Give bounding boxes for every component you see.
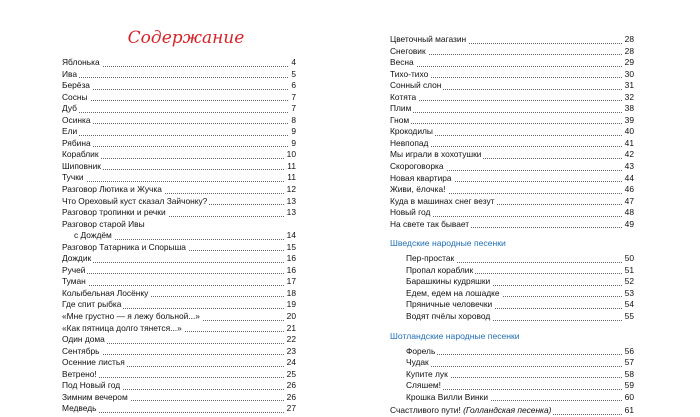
toc-entry-title: Цветочный магазин xyxy=(390,34,467,44)
toc-entry-title: Пер-простак xyxy=(406,253,455,264)
toc-entry xyxy=(390,69,634,81)
page-title: Содержание xyxy=(127,28,245,48)
toc-entry-title: Форель xyxy=(406,345,436,356)
toc-entry-page: 9 xyxy=(291,137,296,148)
toc-entry-page: 18 xyxy=(286,287,296,298)
toc-entry xyxy=(390,103,634,115)
toc-entry-title: Дуб xyxy=(62,103,77,114)
toc-entry-page: 27 xyxy=(286,403,296,414)
toc-entry-title: Новая квартира xyxy=(390,172,452,183)
toc-entry-title: Где спит рыбка xyxy=(62,299,122,310)
toc-entry-title: Чудак xyxy=(406,357,429,368)
toc-entry xyxy=(390,34,634,46)
toc-entry-page: 15 xyxy=(286,241,296,252)
toc-entry-page: 48 xyxy=(624,207,634,218)
toc-entry-title: Разговор старой Ивы xyxy=(62,218,145,229)
toc-entry-title: Ручей xyxy=(62,264,86,275)
toc-entry-title: Кораблик xyxy=(62,149,99,160)
toc-entry xyxy=(390,369,634,381)
toc-entry xyxy=(62,207,296,219)
toc-entry xyxy=(62,403,296,415)
toc-entry xyxy=(62,126,296,138)
toc-entry-title: «Мне грустно — я лежу больной...» xyxy=(62,311,200,322)
toc-entry-page: 47 xyxy=(624,195,634,206)
toc-entry xyxy=(390,276,634,288)
toc-entry xyxy=(390,299,634,311)
toc-entry xyxy=(390,149,634,161)
toc-entry-title: Весна xyxy=(390,57,414,68)
toc-entry-page: 40 xyxy=(624,126,634,137)
toc-entry-page: 24 xyxy=(286,357,296,368)
toc-entry-page: 6 xyxy=(291,80,296,91)
toc-entry-page: 21 xyxy=(286,322,296,333)
toc-entry-page: 44 xyxy=(624,172,634,183)
toc-entry-title: Гном xyxy=(390,114,410,125)
toc-entry-page: 22 xyxy=(286,334,296,345)
toc-entry xyxy=(62,346,296,358)
toc-entry xyxy=(390,161,634,173)
toc-entry-page: 29 xyxy=(624,57,634,68)
toc-entry-page: 26 xyxy=(286,380,296,391)
toc-entry-title: Едем, едем на лошадке xyxy=(406,287,500,298)
toc-entry xyxy=(390,392,634,404)
toc-entry xyxy=(62,334,296,346)
toc-entry-page: 16 xyxy=(286,253,296,264)
toc-entry-title: Осинка xyxy=(62,114,91,125)
toc-scottish-list xyxy=(390,346,634,404)
toc-entry-page: 50 xyxy=(624,253,634,264)
toc-left-list xyxy=(62,57,296,415)
toc-entry-title: Водят пчёлы хоровод xyxy=(406,311,491,322)
toc-entry xyxy=(390,92,634,104)
toc-entry-page: 4 xyxy=(291,57,296,67)
toc-entry-title: Барашкины кудряшки xyxy=(406,276,491,287)
toc-entry-title: Яблонька xyxy=(62,57,100,67)
toc-entry-page: 7 xyxy=(291,103,296,114)
toc-entry-title: Дождик xyxy=(62,253,92,264)
toc-entry xyxy=(62,80,296,92)
toc-entry-title: Скороговорка xyxy=(390,161,444,172)
toc-entry xyxy=(390,219,634,231)
toc-entry-page: 46 xyxy=(624,184,634,195)
toc-entry-title: Берёза xyxy=(62,80,90,91)
toc-entry xyxy=(390,196,634,208)
toc-entry xyxy=(62,265,296,277)
toc-entry xyxy=(390,173,634,185)
toc-entry xyxy=(390,357,634,369)
toc-entry xyxy=(62,184,296,196)
toc-entry xyxy=(62,299,296,311)
toc-entry-page: 9 xyxy=(291,126,296,137)
toc-entry-title: Пропал кораблик xyxy=(406,264,474,275)
toc-entry-page: 30 xyxy=(624,68,634,79)
toc-entry xyxy=(62,276,296,288)
toc-entry-title: Сляшем! xyxy=(406,380,441,391)
toc-entry xyxy=(62,253,296,265)
toc-entry-title: Сонный слон xyxy=(390,80,442,91)
toc-entry xyxy=(62,323,296,335)
toc-entry xyxy=(390,46,634,58)
toc-entry-title: Под Новый год xyxy=(62,380,121,391)
toc-entry xyxy=(390,184,634,196)
toc-entry-title: Зимним вечером xyxy=(62,391,128,402)
toc-entry-page: 43 xyxy=(624,161,634,172)
section-heading-scottish: Шотландские народные песенки xyxy=(390,330,520,341)
toc-entry-title: Счастливого пути! xyxy=(390,405,461,416)
toc-entry-title: Медведь xyxy=(62,403,97,414)
toc-entry xyxy=(62,161,296,173)
toc-entry-page: 41 xyxy=(624,137,634,148)
toc-entry xyxy=(62,196,296,208)
toc-entry-title: Плим xyxy=(390,103,412,114)
toc-entry xyxy=(390,115,634,127)
toc-entry-page: 20 xyxy=(286,311,296,322)
toc-entry xyxy=(62,92,296,104)
toc-entry-page: 25 xyxy=(286,368,296,379)
toc-entry-title: Котята xyxy=(390,91,417,102)
toc-entry-title: Шиповник xyxy=(62,160,101,171)
toc-right-main xyxy=(390,34,634,230)
toc-entry-page: 17 xyxy=(286,276,296,287)
toc-entry-page: 52 xyxy=(624,276,634,287)
toc-entry xyxy=(62,242,296,254)
toc-entry-page: 51 xyxy=(624,264,634,275)
toc-entry-title: с Дождём xyxy=(74,230,112,241)
toc-entry-title: Туман xyxy=(62,276,86,287)
toc-entry-title: Разговор тропинки и речки xyxy=(62,207,166,218)
toc-entry xyxy=(62,57,296,69)
toc-entry xyxy=(390,253,634,265)
toc-entry-title: Ветрено! xyxy=(62,368,97,379)
toc-entry xyxy=(390,380,634,392)
toc-entry-page: 60 xyxy=(624,391,634,402)
toc-entry-page: 28 xyxy=(624,34,634,44)
toc-entry-title: Рябина xyxy=(62,137,91,148)
section-heading-swedish: Шведские народные песенки xyxy=(390,238,506,249)
toc-entry-page: 16 xyxy=(286,264,296,275)
toc-entry-page: 49 xyxy=(624,218,634,229)
toc-entry-subtitle: (Голландская песенка) xyxy=(463,405,552,416)
toc-entry-page: 32 xyxy=(624,91,634,102)
toc-entry-page: 55 xyxy=(624,311,634,322)
toc-entry-page: 13 xyxy=(286,195,296,206)
toc-entry-page: 56 xyxy=(624,345,634,356)
left-page xyxy=(0,0,350,414)
toc-entry-page: 42 xyxy=(624,149,634,160)
toc-entry-page: 5 xyxy=(291,68,296,79)
toc-entry xyxy=(390,288,634,300)
toc-entry-title: «Как пятница долго тянется...» xyxy=(62,322,182,333)
toc-entry xyxy=(390,126,634,138)
toc-entry-page: 12 xyxy=(286,184,296,195)
toc-entry-title: Колыбельная Лосёнку xyxy=(62,287,149,298)
toc-entry xyxy=(390,207,634,219)
toc-entry xyxy=(62,149,296,161)
toc-entry xyxy=(62,219,296,231)
toc-entry-last xyxy=(390,405,634,417)
toc-entry-page: 61 xyxy=(624,405,634,416)
toc-entry-title: Крошка Вилли Винки xyxy=(406,391,489,402)
toc-entry xyxy=(62,138,296,150)
toc-right-list xyxy=(390,34,634,417)
toc-entry-page: 13 xyxy=(286,207,296,218)
toc-entry-title: Разговор Лютика и Жучка xyxy=(62,184,162,195)
toc-entry-title: Один дома xyxy=(62,334,105,345)
toc-entry xyxy=(390,346,634,358)
toc-entry-page: 39 xyxy=(624,114,634,125)
toc-entry-title: Пряничные человечки xyxy=(406,299,493,310)
toc-entry-page: 14 xyxy=(286,230,296,241)
toc-entry-title: На свете так бывает xyxy=(390,218,470,229)
toc-entry-page: 26 xyxy=(286,391,296,402)
toc-entry xyxy=(62,311,296,323)
toc-entry-page: 53 xyxy=(624,287,634,298)
toc-entry-title: Мы играли в хохотушки xyxy=(390,149,482,160)
toc-entry xyxy=(62,69,296,81)
toc-entry-title: Тучки xyxy=(62,172,84,183)
toc-entry xyxy=(390,138,634,150)
toc-entry-title: Сосны xyxy=(62,91,88,102)
toc-entry-page: 7 xyxy=(291,91,296,102)
toc-entry xyxy=(62,172,296,184)
toc-entry xyxy=(62,380,296,392)
toc-entry-page: 38 xyxy=(624,103,634,114)
toc-entry-title: Ели xyxy=(62,126,78,137)
toc-entry-title: Купите лук xyxy=(406,368,448,379)
toc-entry-title: Живи, ёлочка! xyxy=(390,184,446,195)
toc-entry-title: Новый год xyxy=(390,207,431,218)
toc-entry-title: Тихо-тихо xyxy=(390,68,429,79)
toc-entry-page: 8 xyxy=(291,114,296,125)
toc-entry xyxy=(62,288,296,300)
toc-entry xyxy=(62,115,296,127)
toc-entry xyxy=(62,392,296,404)
toc-entry-page: 19 xyxy=(286,299,296,310)
right-page xyxy=(350,0,700,414)
toc-entry-title: Ива xyxy=(62,68,78,79)
toc-entry-page: 11 xyxy=(287,160,296,171)
toc-entry-page: 23 xyxy=(286,345,296,356)
toc-entry-page: 54 xyxy=(624,299,634,310)
toc-entry-page: 11 xyxy=(287,172,296,183)
toc-entry-title: Сентябрь xyxy=(62,345,100,356)
toc-entry-page: 31 xyxy=(624,80,634,91)
toc-entry-title: Куда в машинах снег везут xyxy=(390,195,495,206)
toc-entry-title: Осенние листья xyxy=(62,357,125,368)
toc-entry-title: Что Ореховый куст сказал Зайчонку? xyxy=(62,195,208,206)
toc-entry-page: 59 xyxy=(624,380,634,391)
toc-entry xyxy=(62,357,296,369)
toc-entry-title: Невпопад xyxy=(390,137,429,148)
toc-entry xyxy=(62,230,296,242)
toc-entry xyxy=(390,80,634,92)
toc-entry-page: 10 xyxy=(286,149,296,160)
toc-entry xyxy=(390,311,634,323)
toc-entry-title: Крокодилы xyxy=(390,126,433,137)
toc-entry xyxy=(390,57,634,69)
toc-entry xyxy=(390,265,634,277)
toc-entry-title: Разговор Татарника и Спорыша xyxy=(62,241,186,252)
toc-entry-title: Снеговик xyxy=(390,45,426,56)
toc-swedish-list xyxy=(390,253,634,322)
toc-entry-page: 28 xyxy=(624,45,634,56)
toc-entry xyxy=(62,103,296,115)
toc-entry xyxy=(62,369,296,381)
toc-entry-page: 57 xyxy=(624,357,634,368)
toc-entry-page: 58 xyxy=(624,368,634,379)
